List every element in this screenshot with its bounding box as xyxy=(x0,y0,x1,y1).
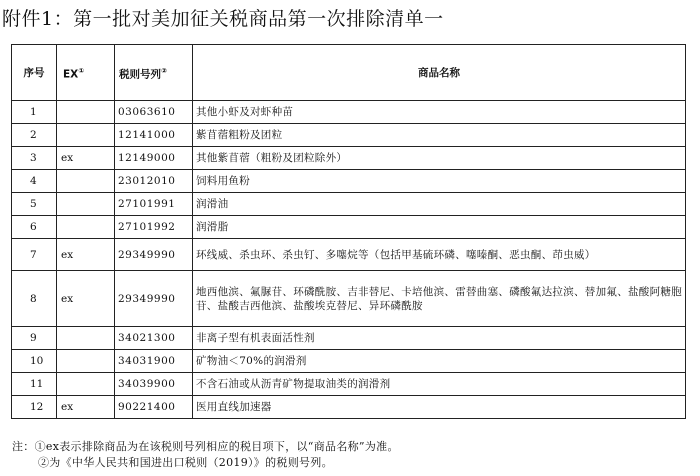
cell-tariff-code: 90221400 xyxy=(115,396,193,419)
cell-ex: ex xyxy=(57,396,115,419)
header-product-name: 商品名称 xyxy=(193,45,686,101)
cell-tariff-code: 29349990 xyxy=(115,271,193,327)
cell-seq: 1 xyxy=(12,101,57,124)
cell-product-name: 饲料用鱼粉 xyxy=(193,170,686,193)
table-row xyxy=(12,147,686,170)
table-row xyxy=(12,396,686,419)
header-code-label: 税则号列 xyxy=(119,68,161,81)
cell-tariff-code: 03063610 xyxy=(115,101,193,124)
cell-tariff-code: 23012010 xyxy=(115,170,193,193)
cell-product-name: 地西他滨、氟脲苷、环磷酰胺、吉非替尼、卡培他滨、雷替曲塞、磷酸氟达拉滨、替加氟、盐酸阿糖胞苷、盐酸吉西他滨、盐酸埃克替尼、异环磷酰胺 xyxy=(193,271,686,327)
cell-ex xyxy=(57,124,115,147)
header-tariff-code xyxy=(115,45,193,101)
table-row xyxy=(12,193,686,216)
header-code-footnote-mark: ② xyxy=(161,66,167,75)
cell-ex xyxy=(57,373,115,396)
cell-seq: 7 xyxy=(12,239,57,271)
cell-seq: 2 xyxy=(12,124,57,147)
cell-seq: 10 xyxy=(12,350,57,373)
cell-tariff-code: 27101991 xyxy=(115,193,193,216)
cell-seq: 12 xyxy=(12,396,57,419)
table-row xyxy=(12,373,686,396)
cell-seq: 11 xyxy=(12,373,57,396)
cell-tariff-code: 29349990 xyxy=(115,239,193,271)
cell-product-name: 环线威、杀虫环、杀虫钉、多噻烷等（包括甲基硫环磷、噻嗪酮、恶虫酮、茚虫威） xyxy=(193,239,686,271)
table-row xyxy=(12,271,686,327)
cell-product-name: 医用直线加速器 xyxy=(193,396,686,419)
cell-seq: 9 xyxy=(12,327,57,350)
table-row xyxy=(12,216,686,239)
header-ex xyxy=(57,45,115,101)
cell-tariff-code: 34021300 xyxy=(115,327,193,350)
cell-tariff-code: 34031900 xyxy=(115,350,193,373)
cell-product-name: 紫苜蓿粗粉及团粒 xyxy=(193,124,686,147)
cell-tariff-code: 12149000 xyxy=(115,147,193,170)
cell-ex xyxy=(57,170,115,193)
footnotes xyxy=(12,439,399,471)
cell-product-name: 其他小虾及对虾种苗 xyxy=(193,101,686,124)
cell-ex: ex xyxy=(57,147,115,170)
cell-ex xyxy=(57,216,115,239)
table-row xyxy=(12,327,686,350)
cell-ex xyxy=(57,350,115,373)
cell-ex: ex xyxy=(57,239,115,271)
cell-seq: 8 xyxy=(12,271,57,327)
cell-product-name: 润滑脂 xyxy=(193,216,686,239)
cell-product-name: 润滑油 xyxy=(193,193,686,216)
footnote-2: ②为《中华人民共和国进出口税则（2019）》的税则号列。 xyxy=(38,456,333,469)
cell-product-name: 非离子型有机表面活性剂 xyxy=(193,327,686,350)
cell-product-name: 矿物油＜70%的润滑剂 xyxy=(193,350,686,373)
table-row xyxy=(12,170,686,193)
cell-tariff-code: 12141000 xyxy=(115,124,193,147)
table-row xyxy=(12,350,686,373)
table-row xyxy=(12,239,686,271)
cell-tariff-code: 27101992 xyxy=(115,216,193,239)
exclusion-list-table xyxy=(11,44,686,419)
cell-product-name: 不含石油或从沥青矿物提取油类的润滑剂 xyxy=(193,373,686,396)
cell-product-name: 其他紫苜蓿（粗粉及团粒除外） xyxy=(193,147,686,170)
document-title: 附件1：第一批对美加征关税商品第一次排除清单一 xyxy=(2,8,444,30)
cell-tariff-code: 34039900 xyxy=(115,373,193,396)
cell-seq: 3 xyxy=(12,147,57,170)
footnote-1: 注：①ex表示排除商品为在该税则号列相应的税目项下，以“商品名称”为准。 xyxy=(12,440,399,453)
header-ex-footnote-mark: ① xyxy=(78,66,85,75)
cell-ex xyxy=(57,193,115,216)
table-header-row xyxy=(12,45,686,101)
header-ex-label: EX xyxy=(63,68,79,81)
cell-seq: 5 xyxy=(12,193,57,216)
cell-seq: 4 xyxy=(12,170,57,193)
cell-ex xyxy=(57,327,115,350)
cell-ex xyxy=(57,101,115,124)
table-row xyxy=(12,101,686,124)
cell-seq: 6 xyxy=(12,216,57,239)
header-seq: 序号 xyxy=(12,45,57,101)
cell-ex: ex xyxy=(57,271,115,327)
table-row xyxy=(12,124,686,147)
